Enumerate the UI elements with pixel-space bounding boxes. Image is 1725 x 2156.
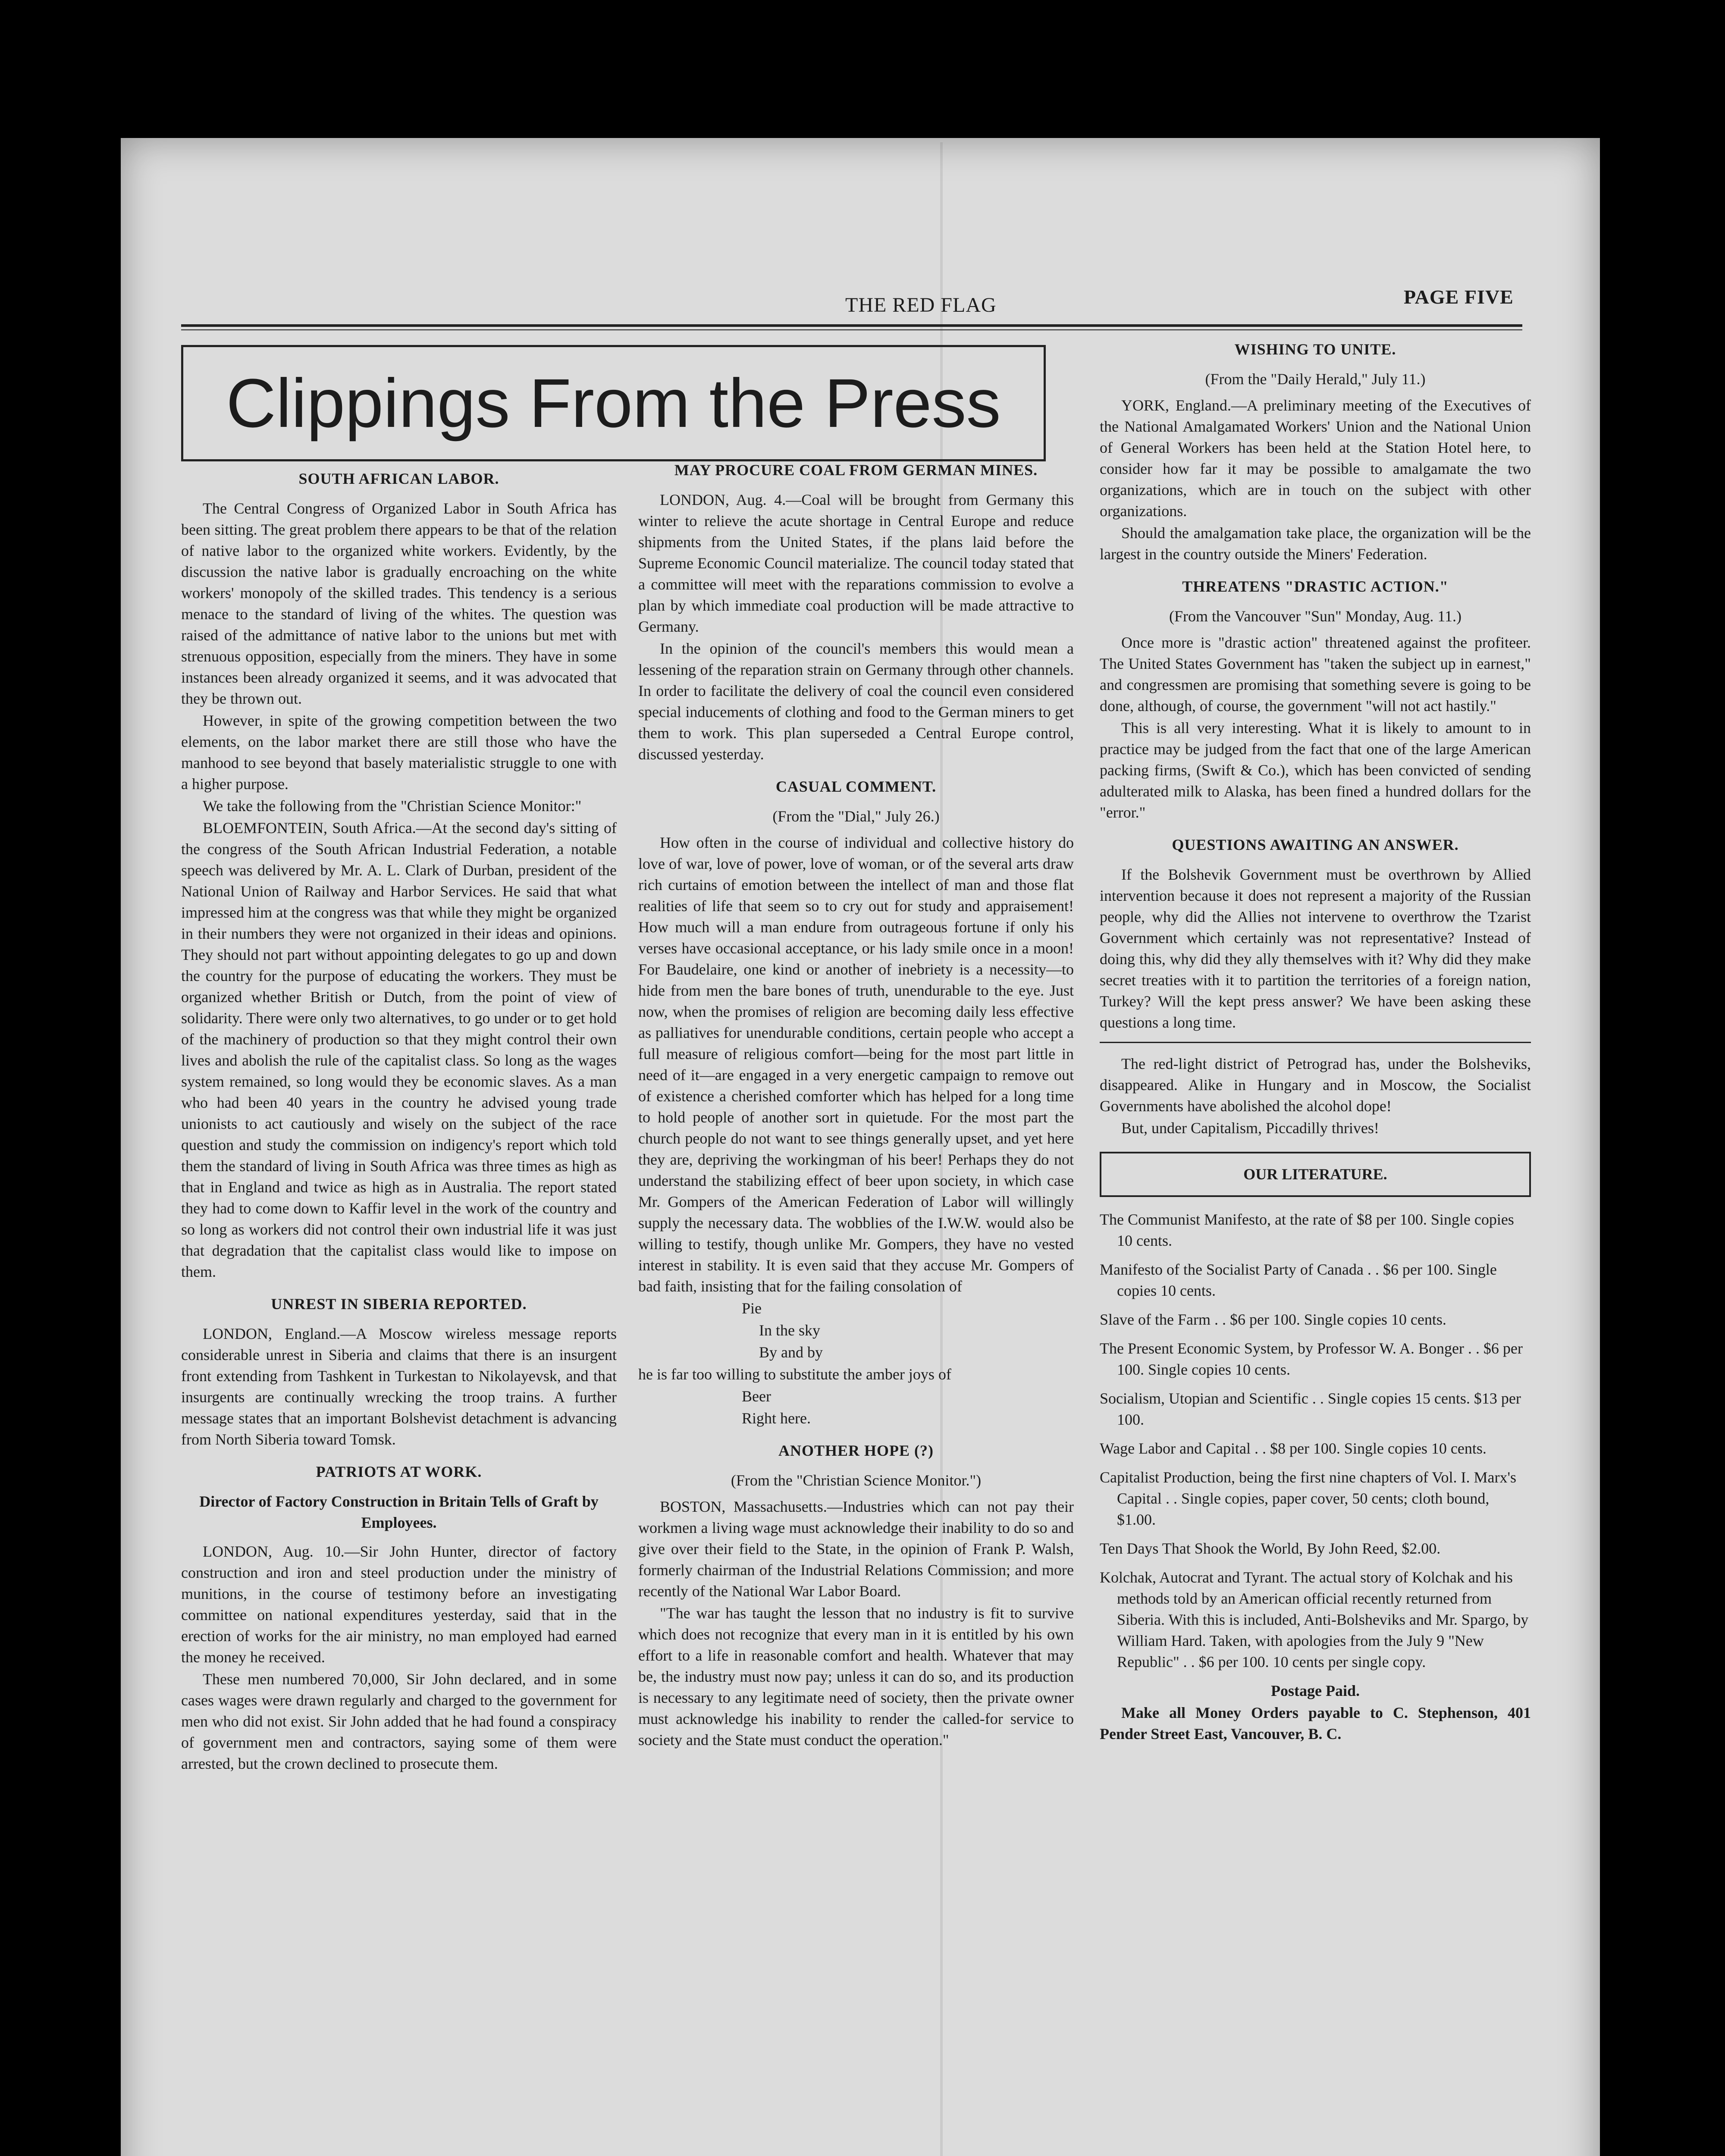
- article-paragraph: BLOEMFONTEIN, South Africa.—At the second day's sitting of the congress of the South African Industrial Federation, a notable speech was delivered by Mr. A. L. Clark of Durban, president of the National Union of Railway and Harbor Services. He said that what impressed him at the congress was that while they might be organized in their numbers they were not organized in their ideas and opinions. They should not part without appointing delegates to go up and down the country for the purpose of educating the workers. They must be organized whether British or Dutch, from the point of view of solidarity. There were only two alternatives, to go under or to get hold of the machinery of production so that they might control their own lives and abolish the rule of the capitalist class. So long as the wages system remained, so long would they be economic slaves. As a man who had been 40 years in the country he advised young trade unionists to act cautiously and wisely on the subject of the race question and study the commission on indigency's report which told them the standard of living in South Africa was three times as high as that in England and twice as high as in Australia. The report stated they had to come down to Kaffir level in the work of the country and so long as workers did not control their own industrial life it was just that degradation that the capitalist class would like to impose on them.: [181, 819, 617, 1280]
- article-source: (From the Vancouver "Sun" Monday, Aug. 11.): [1169, 608, 1462, 625]
- literature-item: Slave of the Farm . . $6 per 100. Single copies 10 cents.: [1100, 1311, 1446, 1328]
- page-number: PAGE FIVE: [1404, 286, 1514, 308]
- article-headline: CASUAL COMMENT.: [775, 778, 937, 795]
- section-banner: [181, 345, 1046, 461]
- article-subheadline: Director of Factory Construction in Britain Tells of Graft by Employees.: [199, 1493, 599, 1531]
- article-headline: MAY PROCURE COAL FROM GERMAN MINES.: [674, 461, 1038, 479]
- article-paragraph: How often in the course of individual and collective history do love of war, love of power, love of woman, or of the several arts draw rich curtains of emotion between the intellect of man and those flat realities of life that seem so to cry out for study and appraisement! How much will a man endure from outrageous fortune if only his verses have occasional acceptance, or his lady smile once in a moon! For Baudelaire, one kind or another of inebriety is a necessity—to hide from men the bare bones of truth, unendurable to the eye. Just now, when the promises of religion are becoming daily less effective as palliatives for unendurable conditions, certain people who accept a full measure of religious comfort—being for the most part little in need of it—are engaged in a very energetic campaign to remove out of existence a cherished comforter which has helped for a long time to hold people of another sort in quietude. For the most part the church people do not want to see things generally upset, and yet here they are, depriving the workingman of his beer! Perhaps they do not understand the stabilizing effect of beer upon society, in which case Mr. Gompers of the American Federation of Labor will willingly supply the necessary data. The wobblies of the I.W.W. would also be willing to testify, though unlike Mr. Gompers, they have no vested interest in stability. It is even said that they accuse Mr. Gompers of bad faith, insisting that for the failing consolation of: [638, 834, 1074, 1295]
- article-headline: WISHING TO UNITE.: [1234, 341, 1396, 358]
- literature-item: Capitalist Production, being the first nine chapters of Vol. I. Marx's Capital . . Single copies, paper cover, 50 cents; cloth bound, $1.00.: [1100, 1469, 1517, 1528]
- column-divider: [1100, 1042, 1531, 1043]
- column-1: [181, 457, 617, 1775]
- verse-line: Right here.: [742, 1410, 811, 1427]
- article-headline: SOUTH AFRICAN LABOR.: [298, 470, 499, 487]
- literature-item: Socialism, Utopian and Scientific . . Single copies 15 cents. $13 per 100.: [1100, 1390, 1521, 1428]
- article-source: (From the "Christian Science Monitor."): [731, 1472, 982, 1489]
- literature-item: Ten Days That Shook the World, By John Reed, $2.00.: [1100, 1540, 1441, 1557]
- article-paragraph: These men numbered 70,000, Sir John declared, and in some cases wages were drawn regularly and charged to the government for men who did not exist. Sir John added that he had found a conspiracy of government men and contractors, saying some of them were arrested, but the crown declined to prosecute them.: [181, 1670, 617, 1772]
- article-paragraph: But, under Capitalism, Piccadilly thrives!: [1121, 1119, 1379, 1137]
- literature-heading-box: OUR LITERATURE.: [1100, 1152, 1531, 1197]
- literature-item: Kolchak, Autocrat and Tyrant. The actual story of Kolchak and his methods told by an American official recently returned from Siberia. With this is included, Anti-Bolsheviks and Mr. Spargo, by William Hard. Taken, with apologies from the July 9 "New Republic" . . $6 per 100. 10 cents per single copy.: [1100, 1569, 1529, 1670]
- article-paragraph: LONDON, Aug. 10.—Sir John Hunter, director of factory construction and iron and steel production under the ministry of munitions, in the course of testimony before an investigating committee on national expenditures yesterday, said that in the erection of works for the air ministry, no man employed had earned the money he received.: [181, 1543, 617, 1666]
- article-paragraph: This is all very interesting. What it is likely to amount to in practice may be judged from the fact that one of the large American packing firms, (Swift & Co.), which has been convicted of sending adulterated milk to Alaska, has been fined a hundred dollars for the "error.": [1100, 719, 1531, 821]
- verse-line: In the sky: [759, 1322, 820, 1339]
- column-3: [1100, 328, 1531, 1745]
- literature-item: Wage Labor and Capital . . $8 per 100. Single copies 10 cents.: [1100, 1440, 1487, 1457]
- money-order-note: Make all Money Orders payable to C. Stephenson, 401 Pender Street East, Vancouver, B. C.: [1100, 1704, 1531, 1742]
- literature-item: The Communist Manifesto, at the rate of $8 per 100. Single copies 10 cents.: [1100, 1211, 1514, 1249]
- article-headline: PATRIOTS AT WORK.: [316, 1463, 482, 1480]
- literature-item: The Present Economic System, by Professor W. A. Bonger . . $6 per 100. Single copies 10 cents.: [1100, 1340, 1523, 1378]
- article-source: (From the "Dial," July 26.): [772, 808, 940, 825]
- banner-title: Clippings From the Press: [226, 364, 1001, 442]
- article-paragraph: We take the following from the "Christian Science Monitor:": [203, 797, 582, 815]
- article-paragraph: The red-light district of Petrograd has, under the Bolsheviks, disappeared. Alike in Hungary and in Moscow, the Socialist Governments have abolished the alcohol dope!: [1100, 1055, 1531, 1115]
- article-headline: UNREST IN SIBERIA REPORTED.: [271, 1295, 527, 1313]
- running-head-title: THE RED FLAG: [845, 294, 997, 317]
- article-headline: ANOTHER HOPE (?): [778, 1442, 934, 1459]
- verse-line: Pie: [742, 1300, 762, 1317]
- article-paragraph: LONDON, England.—A Moscow wireless message reports considerable unrest in Siberia and claims that there is an insurgent front extending from Tashkent in Turkestan to Nikolayevsk, and that insurgents are continually wrecking the troop trains. A further message states that an important Bolshevist detachment is advancing from North Siberia toward Tomsk.: [181, 1325, 617, 1448]
- article-paragraph: BOSTON, Massachusetts.—Industries which can not pay their workmen a living wage must acknowledge their inability to do so and give over their field to the State, in the opinion of Frank P. Walsh, formerly chairman of the Industrial Relations Commission; and more recently of the National War Labor Board.: [638, 1498, 1074, 1600]
- verse-line: By and by: [759, 1344, 823, 1361]
- column-2: [638, 448, 1074, 1752]
- article-paragraph: he is far too willing to substitute the amber joys of: [638, 1366, 951, 1383]
- article-paragraph: YORK, England.—A preliminary meeting of the Executives of the National Amalgamated Workers' Union and the National Union of General Workers has been held at the Station Hotel here, to consider how far it may be possible to amalgamate the two organizations, which are in touch on the subject with other organizations.: [1100, 397, 1531, 520]
- article-paragraph: Should the amalgamation take place, the organization will be the largest in the country outside the Miners' Federation.: [1100, 524, 1531, 563]
- article-headline: THREATENS "DRASTIC ACTION.": [1182, 578, 1449, 595]
- article-paragraph: If the Bolshevik Government must be overthrown by Allied intervention because it does not represent a majority of the Russian people, why did the Allies not intervene to overthrow the Tzarist Government which certainly was not representative? Instead of doing this, why did they ally themselves with it? Why did they make secret treaties with it to partition the territories of a foreign nation, Turkey? Will the kept press answer? We have been asking these questions a long time.: [1100, 866, 1531, 1031]
- article-paragraph: In the opinion of the council's members this would mean a lessening of the reparation strain on Germany through other channels. In order to facilitate the delivery of coal the council even considered special inducements of clothing and food to the German miners to get them to work. This plan superseded a Central Europe control, discussed yesterday.: [638, 640, 1074, 763]
- literature-item: Manifesto of the Socialist Party of Canada . . $6 per 100. Single copies 10 cents.: [1100, 1261, 1497, 1299]
- article-headline: QUESTIONS AWAITING AN ANSWER.: [1172, 836, 1459, 853]
- header-rule: [181, 324, 1522, 327]
- postage-note: Postage Paid.: [1271, 1682, 1360, 1699]
- article-paragraph: The Central Congress of Organized Labor in South Africa has been sitting. The great problem there appears to be that of the relation of native labor to the organized white workers. Evidently, by the discussion the native labor is gradually encroaching on the white workers' monopoly of the skilled trades. This tendency is a serious menace to the standard of living of the whites. The question was raised of the admittance of native labor to the unions but met with strenuous opposition, especially from the miners. They have in some instances been already organized it seems, and it was advocated that they be thrown out.: [181, 500, 617, 707]
- article-paragraph: "The war has taught the lesson that no industry is fit to survive which does not recognize that every man in it is entitled by his own effort to a life in reasonable comfort and health. Whatever that may be, the industry must now pay; unless it can do so, and its production is necessary to any legitimate need of society, then the private owner must acknowledge his inability to render the called-for service to society and the State must conduct the operation.": [638, 1604, 1074, 1749]
- verse-line: Beer: [742, 1388, 771, 1405]
- article-paragraph: Once more is "drastic action" threatened against the profiteer. The United States Government has "taken the subject up in earnest," and congressmen are promising that something severe is going to be done, although, of course, the government "will not act hastily.": [1100, 634, 1531, 714]
- article-paragraph: However, in spite of the growing competition between the two elements, on the labor market there are still those who have the manhood to see beyond that basely materialistic struggle to one with a higher purpose.: [181, 712, 617, 793]
- article-source: (From the "Daily Herald," July 11.): [1205, 370, 1426, 388]
- article-paragraph: LONDON, Aug. 4.—Coal will be brought from Germany this winter to relieve the acute shortage in Central Europe and reduce shipments from the United States, if the plans laid before the Supreme Economic Council materialize. The council today stated that a committee will meet with the reparations commission to evolve a plan by which immediate coal production will be made attractive to Germany.: [638, 491, 1074, 635]
